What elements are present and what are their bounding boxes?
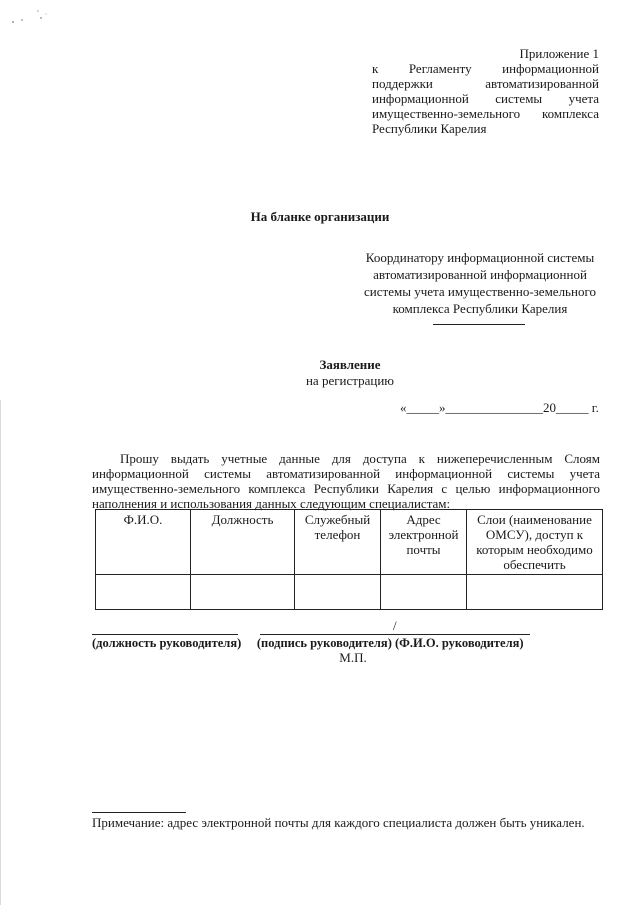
footnote-rule [92, 812, 186, 813]
signature-separator: / [393, 618, 397, 633]
table-cell[interactable] [467, 575, 603, 610]
footnote-text: Примечание: адрес электронной почты для каждого специалиста должен быть уникален. [92, 815, 585, 830]
table-cell[interactable] [295, 575, 381, 610]
position-signature-line [92, 634, 238, 635]
stamp-label: М.П. [339, 650, 367, 665]
table-row [96, 575, 603, 610]
column-header-email: Адрес электронной почты [381, 510, 467, 575]
addressee-block [345, 249, 615, 317]
column-header-name: Ф.И.О. [96, 510, 191, 575]
table-cell[interactable] [381, 575, 467, 610]
date-line: «_____»_______________20_____ г. [400, 400, 599, 415]
addressee-line: Координатору информационной системы [365, 250, 595, 265]
addressee-line: системы учета имущественно-земельного [364, 284, 596, 299]
signature-caption: (должность руководителя) (подпись руководителя) (Ф.И.О. руководителя) [92, 636, 524, 650]
document-subtitle: на регистрацию [305, 373, 395, 388]
table-cell[interactable] [191, 575, 295, 610]
letterhead-label: На бланке организации [250, 209, 390, 224]
request-paragraph [92, 451, 600, 511]
addressee-line: автоматизированной информационной [373, 267, 587, 282]
appendix-title: Приложение 1 [519, 46, 599, 61]
specialists-table [95, 509, 603, 610]
scan-edge [0, 400, 1, 905]
addressee-underline [433, 324, 525, 325]
table-cell[interactable] [96, 575, 191, 610]
column-header-phone: Служебный телефон [295, 510, 381, 575]
document-title: Заявление [319, 357, 381, 372]
signature-name-line [260, 634, 530, 635]
request-text: Прошу выдать учетные данные для доступа к нижеперечисленным Слоям информационной системы автоматизированной информационной системы учета имущественно-земельного комплекса Республики Карелия с целью информационного наполнения и использования данных следующим специалистам: [92, 451, 600, 511]
addressee-line: комплекса Республики Карелия [392, 301, 568, 316]
appendix-block [372, 46, 599, 136]
appendix-text: к Регламенту информационной поддержки автоматизированной информационной системы учета имущественно-земельного комплекса Республики Карелия [372, 61, 599, 136]
column-header-layers: Слои (наименование ОМСУ), доступ к которым необходимо обеспечить [467, 510, 603, 575]
column-header-position: Должность [191, 510, 295, 575]
scan-specks [10, 8, 50, 28]
